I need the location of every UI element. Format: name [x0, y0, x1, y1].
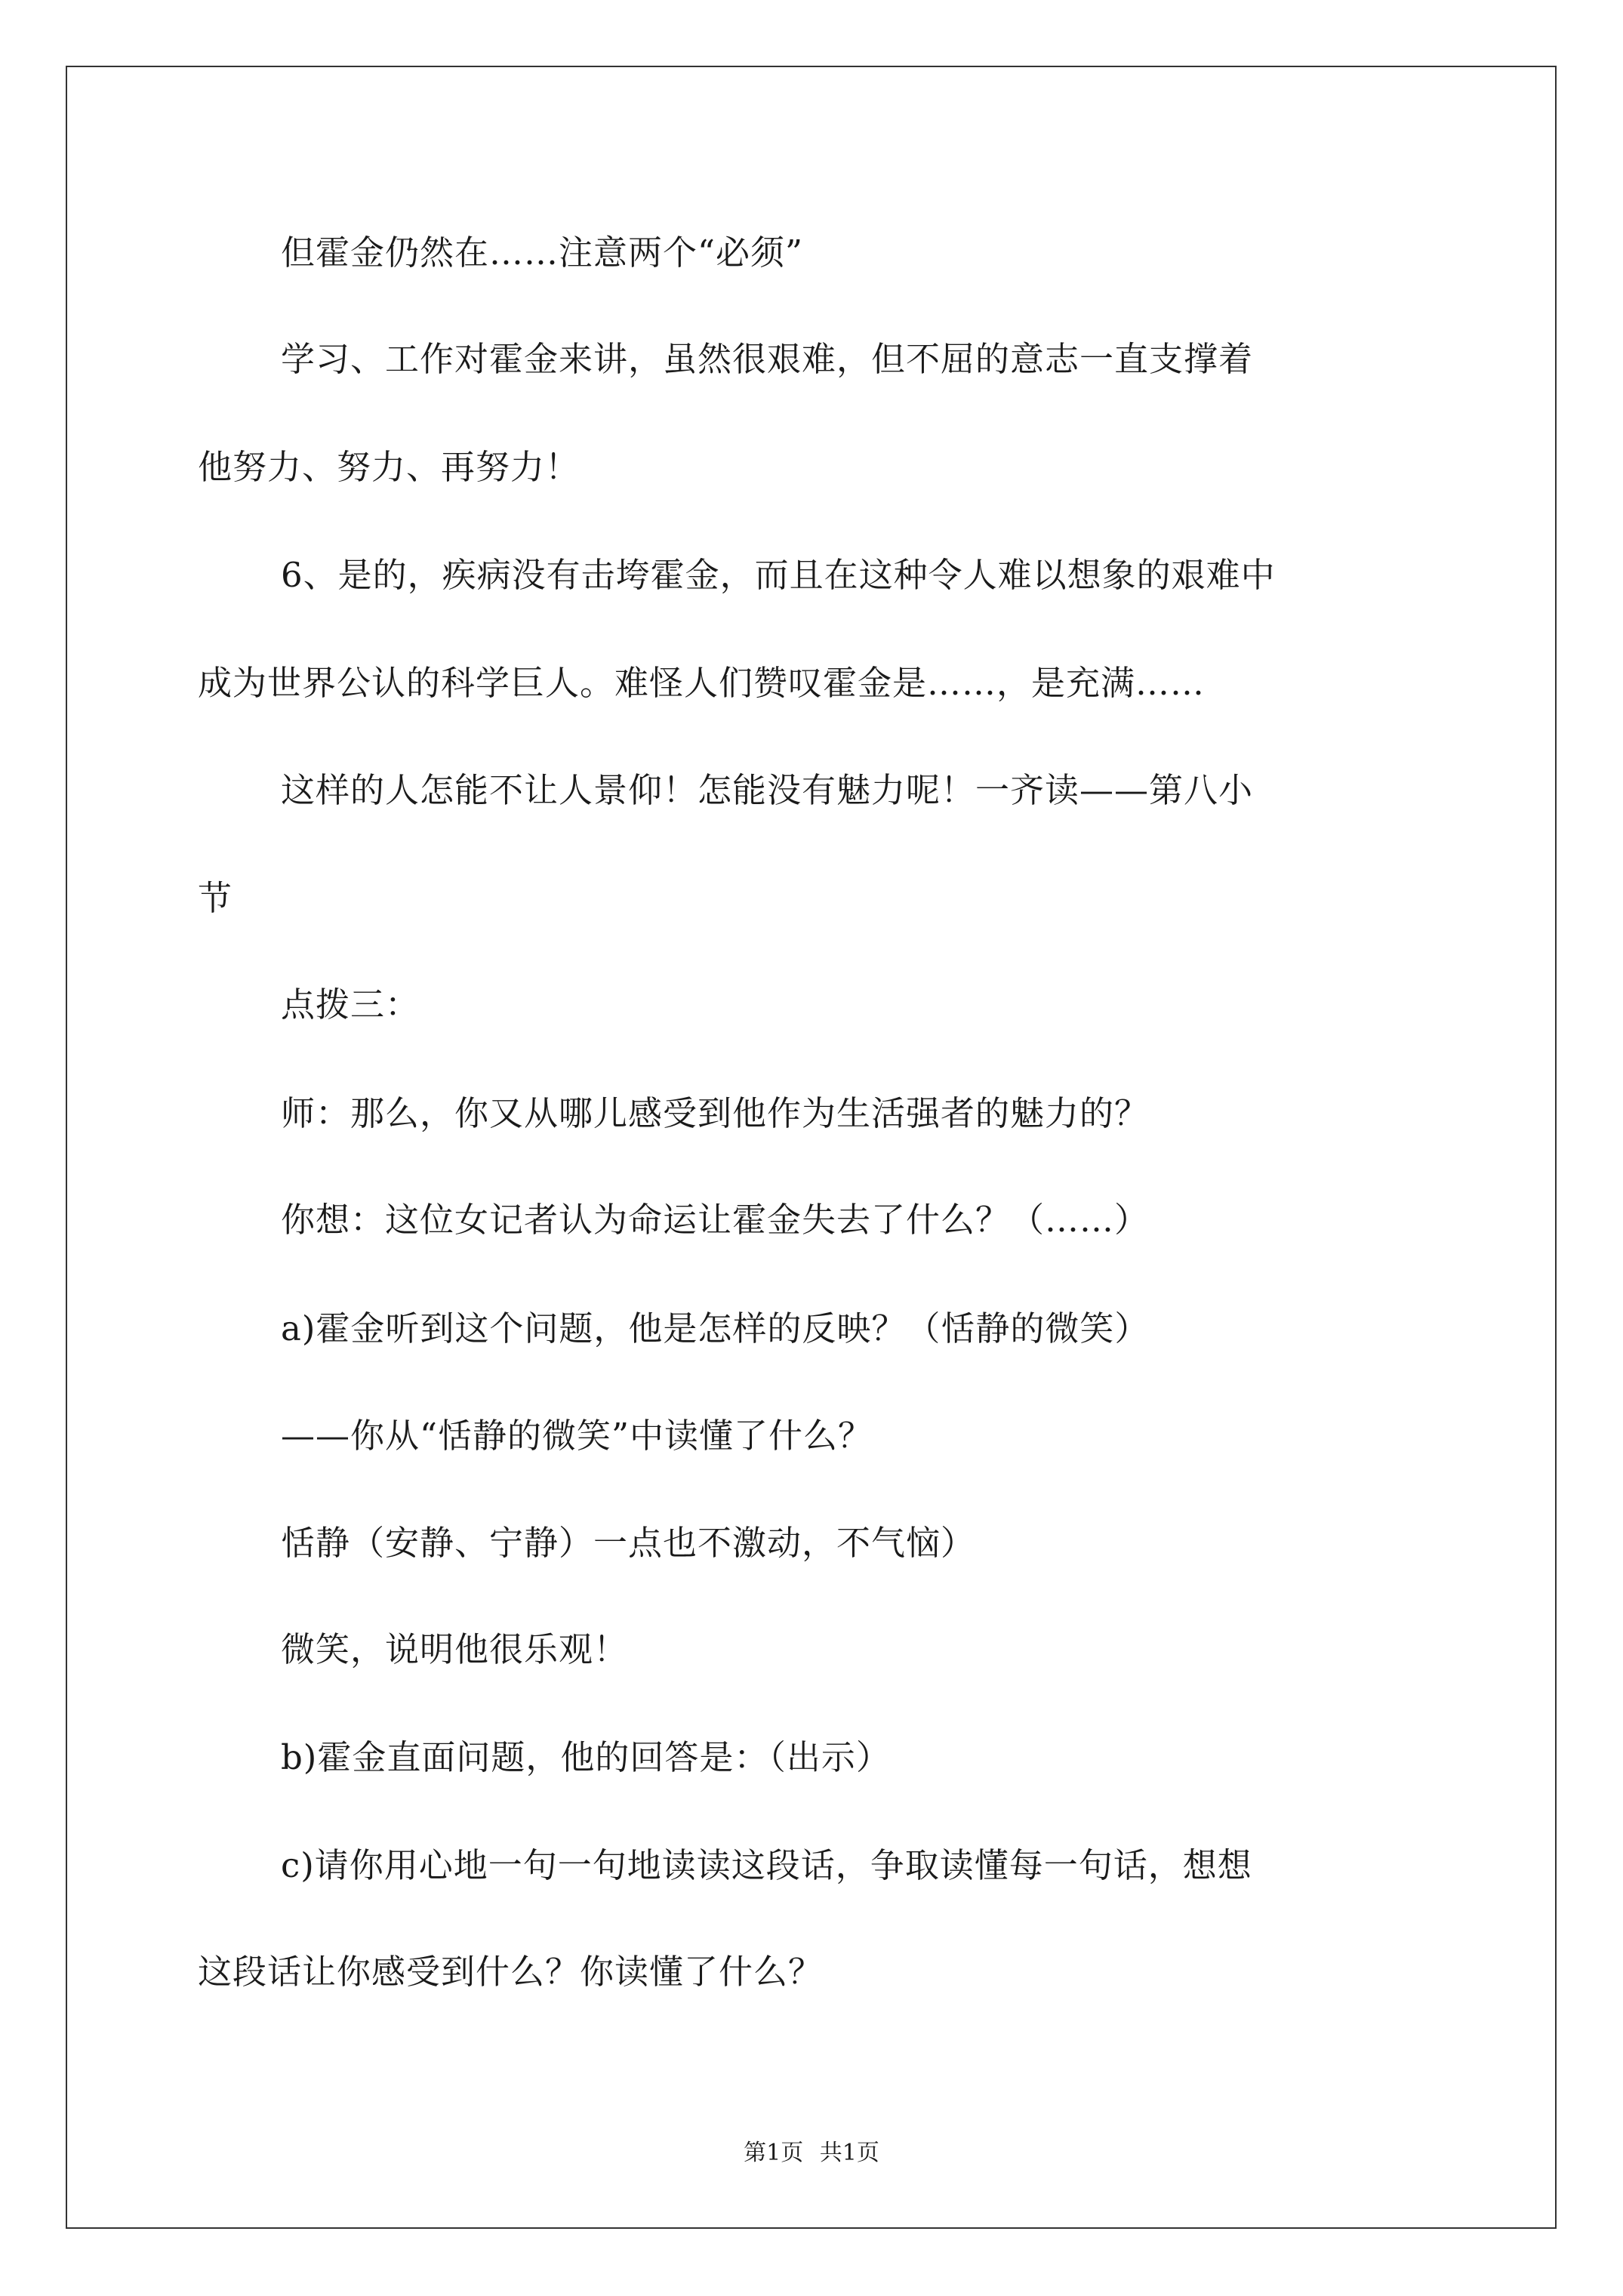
paragraph-line-17: 这段话让你感受到什么？你读懂了什么？	[198, 1952, 824, 1992]
paragraph-line-7: 节	[198, 878, 233, 918]
page-total: 共1页	[819, 2140, 879, 2166]
page-number: 第1页	[744, 2140, 804, 2166]
paragraph-line-8: 点拨三：	[281, 985, 420, 1025]
paragraph-line-14: 微笑，说明他很乐观！	[281, 1629, 629, 1669]
paragraph-line-15: b)霍金直面问题，他的回答是：（出示）	[281, 1737, 891, 1777]
paragraph-line-6: 这样的人怎能不让人景仰！怎能没有魅力呢！一齐读——第八小	[281, 770, 1254, 810]
paragraph-line-4: 6、是的，疾病没有击垮霍金，而且在这种令人难以想象的艰难中	[281, 555, 1276, 595]
page-footer	[0, 2138, 1623, 2168]
paragraph-line-12: ——你从“恬静的微笑”中读懂了什么？	[281, 1416, 873, 1456]
page-border	[66, 66, 1557, 2229]
paragraph-line-5: 成为世界公认的科学巨人。难怪人们赞叹霍金是……，是充满……	[198, 663, 1206, 703]
paragraph-line-16: c)请你用心地一句一句地读读这段话，争取读懂每一句话，想想	[281, 1845, 1252, 1885]
paragraph-line-2: 学习、工作对霍金来讲，虽然很艰难，但不屈的意志一直支撑着	[281, 339, 1254, 379]
paragraph-line-1: 但霍金仍然在……注意两个“必须”	[281, 233, 804, 273]
paragraph-line-13: 恬静（安静、宁静）一点也不激动，不气恼）	[281, 1523, 976, 1563]
paragraph-line-10: 你想：这位女记者认为命运让霍金失去了什么？（……）	[281, 1200, 1150, 1240]
paragraph-line-11: a)霍金听到这个问题，他是怎样的反映？（恬静的微笑）	[281, 1308, 1150, 1348]
paragraph-line-3: 他努力、努力、再努力！	[198, 447, 581, 487]
paragraph-line-9: 师：那么，你又从哪儿感受到他作为生活强者的魅力的？	[281, 1093, 1150, 1133]
